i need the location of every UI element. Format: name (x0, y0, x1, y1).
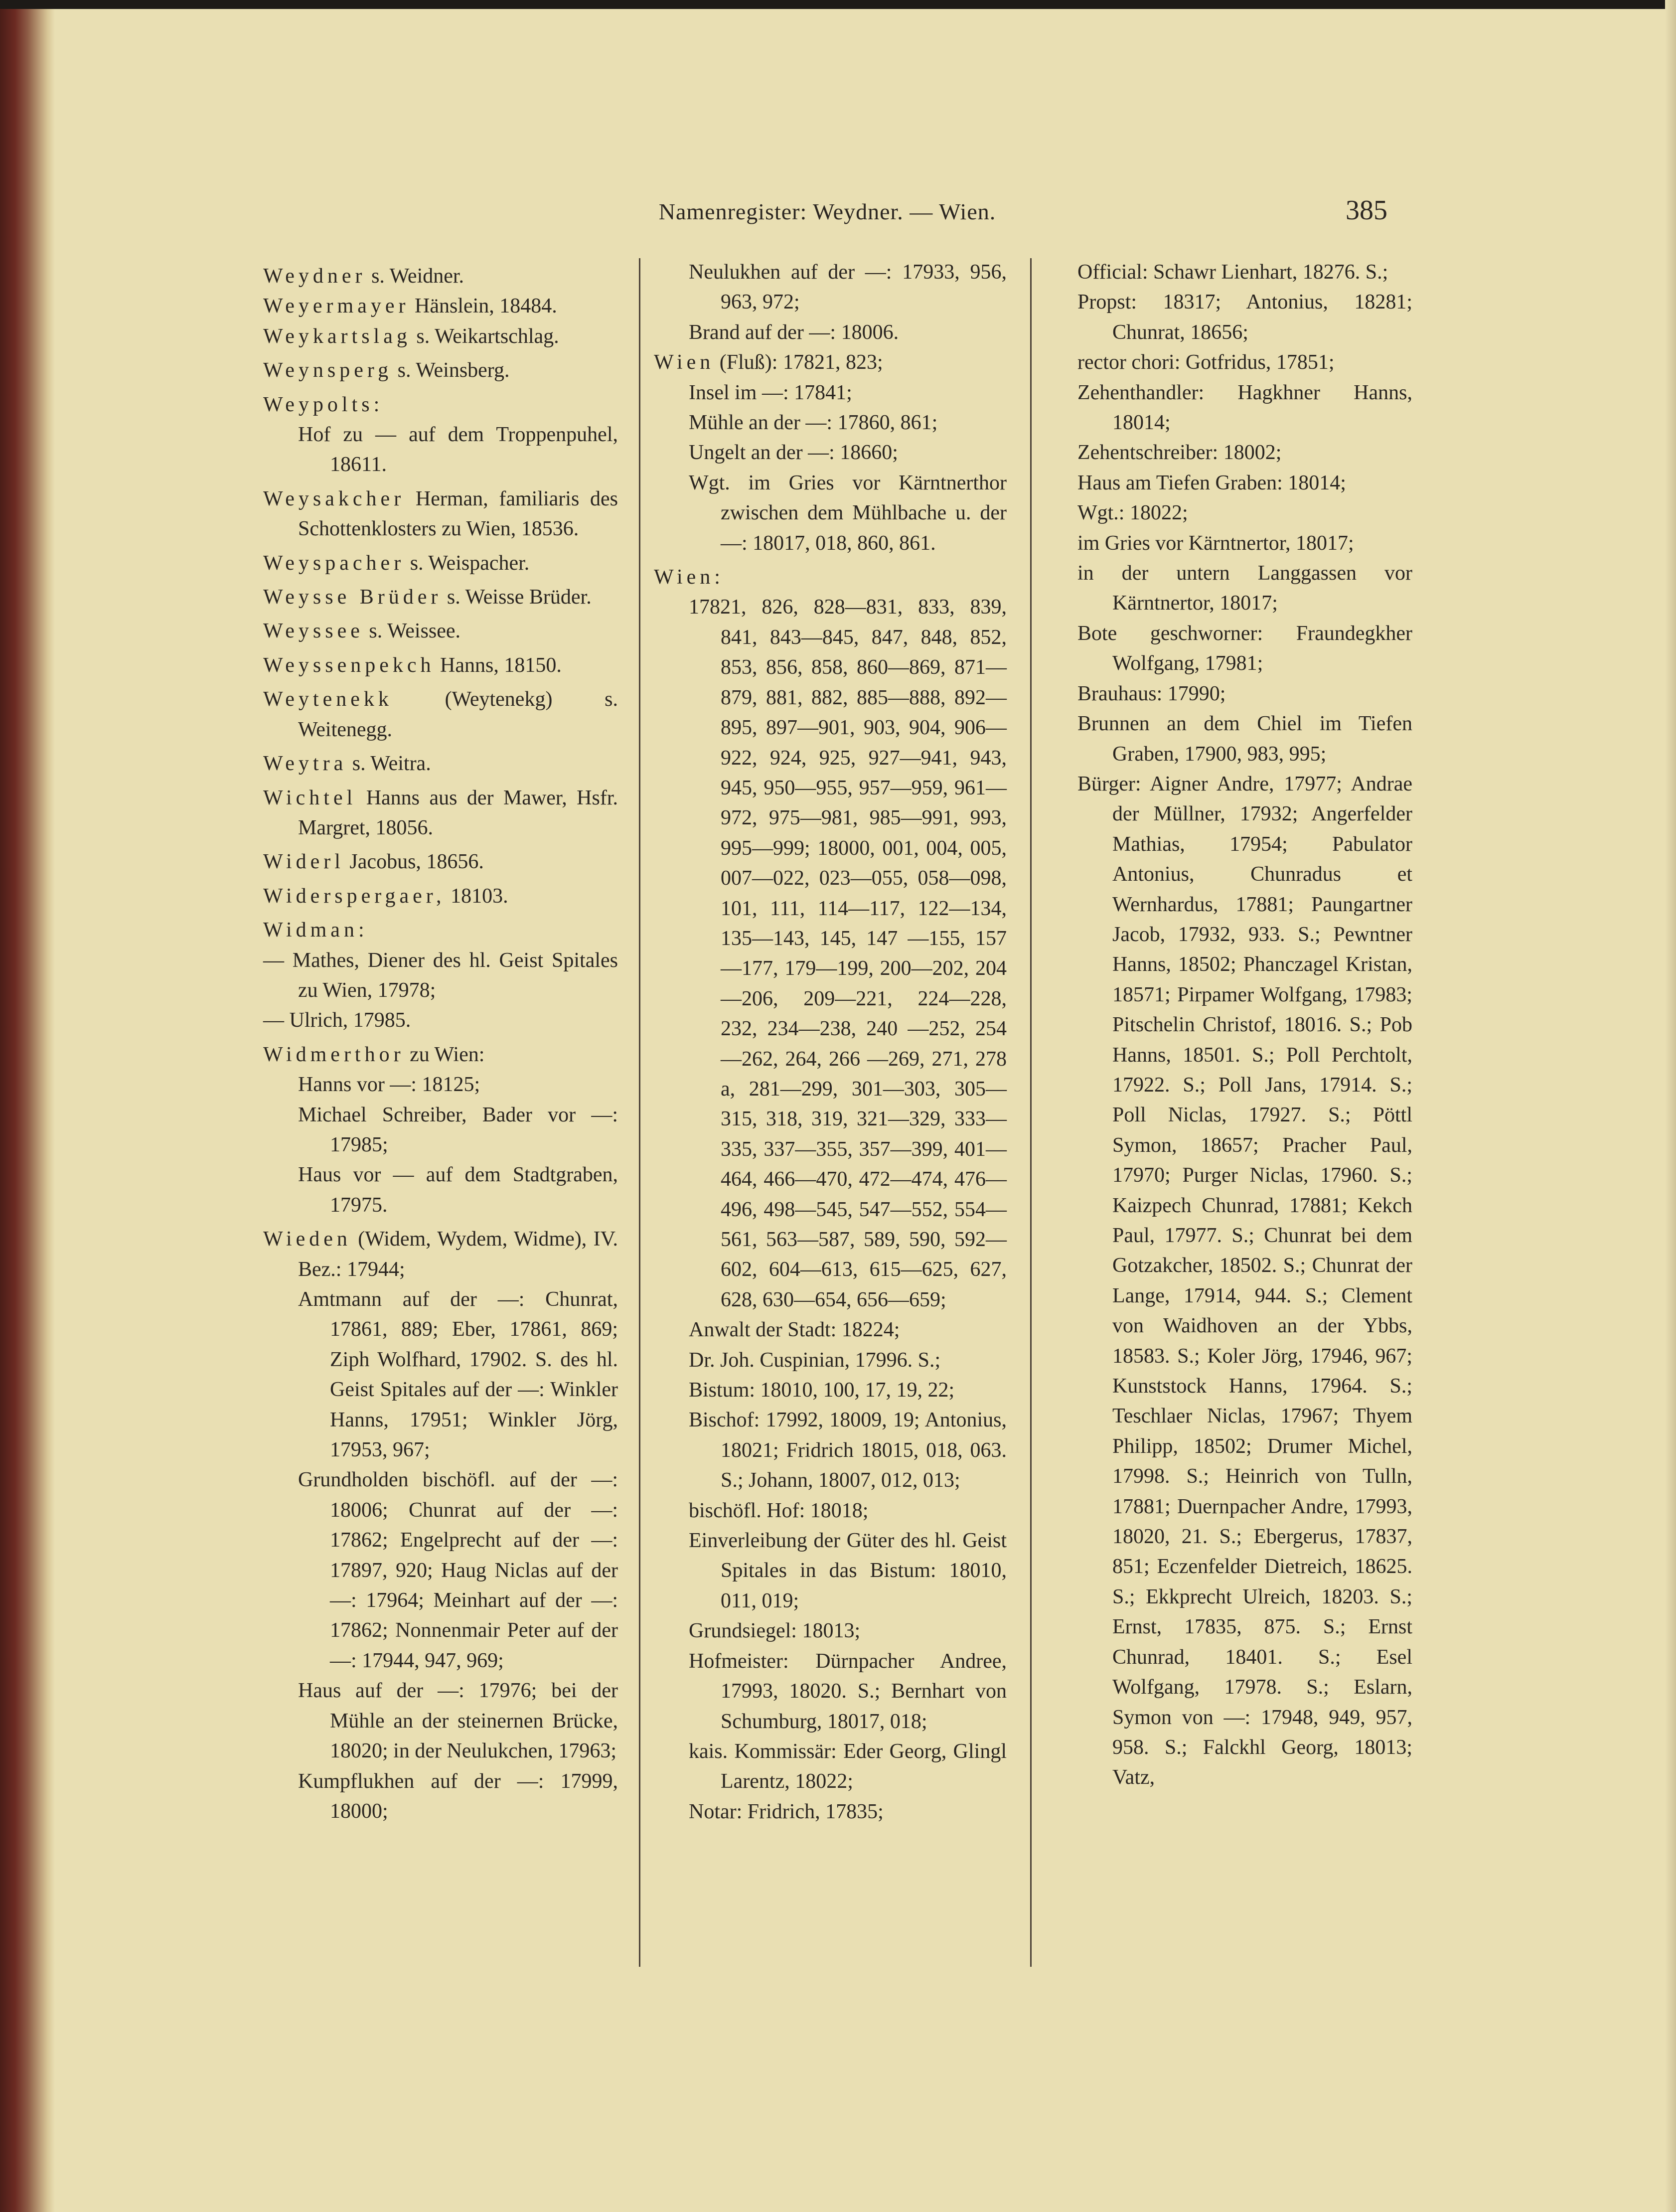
running-header: Namenregister: Weydner. — Wien. (658, 199, 996, 224)
index-entry: Weykartslag s. Weikartschlag. (263, 324, 559, 348)
index-subentry: Bischof: 17992, 18009, 19; Antonius, 18021; Fridrich 18015, 018, 063. S.; Johann, 18007, 012, 013; (689, 1409, 1007, 1492)
index-subentry: Bistum: 18010, 100, 17, 19, 22; (689, 1379, 955, 1402)
index-subentry: Notar: Fridrich, 17835; (689, 1800, 884, 1823)
index-subentry: Haus am Tiefen Graben: 18014; (1077, 471, 1346, 494)
index-column-1 (263, 257, 618, 1826)
index-subentry: Hofmeister: Dürnpacher Andree, 17993, 18020. S.; Bernhart von Schumburg, 18017, 018; (689, 1649, 1007, 1733)
index-subentry: Anwalt der Stadt: 18224; (689, 1318, 900, 1342)
page-right-edge (1665, 0, 1676, 2212)
index-entry: Weytra s. Weitra. (263, 752, 431, 776)
index-entry: Widman: (263, 919, 368, 942)
index-subentry: Brunnen an dem Chiel im Tiefen Graben, 17900, 983, 995; (1077, 712, 1412, 766)
index-subentry: bischöfl. Hof: 18018; (689, 1499, 869, 1522)
index-entry: Wichtel Hanns aus der Mawer, Hsfr. Margret, 18056. (263, 786, 618, 839)
index-subentry: Grundholden bischöfl. auf der —: 18006; Chunrat auf der —: 17862; Engelprecht auf der —: 17897, 920; Haug Niclas auf der —: 17964; Meinhart auf der —: 17862; Nonnenmair Peter auf der —: 17944, 947, 969; (298, 1468, 618, 1672)
index-subentry: Propst: 18317; Antonius, 18281; Chunrat, 18656; (1077, 291, 1412, 344)
index-entry: Weyssenpekch Hanns, 18150. (263, 653, 562, 677)
column-rule-right (1030, 258, 1032, 1967)
index-entry: Widmerthor zu Wien: (263, 1043, 485, 1066)
index-column-3 (1077, 257, 1412, 1793)
index-entry: Weysse Brüder s. Weisse Brüder. (263, 586, 592, 609)
index-column-2 (654, 257, 1007, 1827)
index-subentry: — Ulrich, 17985. (263, 1009, 411, 1032)
column-rule-left (639, 258, 640, 1967)
index-subentry: Bürger: Aigner Andre, 17977; Andrae der Müllner, 17932; Angerfelder Mathias, 17954; Pabulator Antonius, Chunradus et Wernhardus, 17881; Paungartner Jacob, 17932, 933. S.; Pewntner Hanns, 18502; Phanczagel Kristan, 18571; Pirpamer Wolfgang, 17983; Pitschelin Christof, 18016. S.; Pob Hanns, 18501. S.; Poll Perchtolt, 17922. S.; Poll Jans, 17914. S.; Poll Niclas, 17927. S.; Pöttl Symon, 18657; Pracher Paul, 17970; Purger Niclas, 17960. S.; Kaizpech Chunrad, 17881; Kekch Paul, 17977. S.; Chunrat bei dem Gotzakcher, 18502. S.; Chunrat der Lange, 17914, 944. S.; Clement von Waidhoven an der Ybbs, 18583. S.; Koler Jörg, 17946, 967; Kunststock Hanns, 17964. S.; Teschlaer Niclas, 17967; Thyem Philipp, 18502; Drumer Michel, 17998. S.; Heinrich von Tulln, 17881; Duernpacher Andre, 17993, 18020, 21. S.; Ebergerus, 17837, 851; Eczenfelder Dietreich, 18625. S.; Ekkprecht Ulreich, 18203. S.; Ernst, 17835, 875. S.; Ernst Chunrad, 18401. S.; Esel Wolfgang, 17978. S.; Eslarn, Symon von —: 17948, 949, 957, 958. S.; Falckhl Georg, 18013; Vatz, (1077, 772, 1412, 1789)
index-subentry: Brand auf der —: 18006. (689, 320, 899, 344)
index-entry: Wien: (654, 566, 724, 589)
index-subentry: — Mathes, Diener des hl. Geist Spitales zu Wien, 17978; (263, 948, 618, 1002)
index-entry: Weyermayer Hänslein, 18484. (263, 295, 557, 318)
index-subentry: Wgt. im Gries vor Kärntnerthor zwischen dem Mühlbache u. der —: 18017, 018, 860, 861. (689, 471, 1007, 555)
scan-top-edge (0, 0, 1676, 9)
index-entry: Wien (Fluß): 17821, 823; (654, 351, 883, 374)
index-subentry: Haus vor — auf dem Stadtgraben, 17975. (298, 1163, 618, 1217)
index-entry: Weynsperg s. Weinsberg. (263, 359, 510, 382)
index-entry: Weyspacher s. Weispacher. (263, 551, 530, 575)
index-entry: Wieden (Widem, Wydem, Widme), IV. Bez.: 17944; (263, 1228, 618, 1281)
index-subentry: Insel im —: 17841; (689, 381, 852, 404)
index-subentry: Hanns vor —: 18125; (298, 1073, 480, 1097)
index-subentry: Neulukhen auf der —: 17933, 956, 963, 972; (689, 261, 1007, 314)
index-subentry: Zehenthandler: Hagkhner Hanns, 18014; (1077, 381, 1412, 435)
index-subentry: 17821, 826, 828—831, 833, 839, 841, 843—845, 847, 848, 852, 853, 856, 858, 860—869, 871—879, 881, 882, 885—888, 892—895, 897—901, 903, 904, 906—922, 924, 925, 927—941, 943, 945, 950—955, 957—959, 961—972, 975—981, 985—991, 993, 995—999; 18000, 001, 004, 005, 007—022, 023—055, 058—098, 101, 111, 114—117, 122—134, 135—143, 145, 147 —155, 157—177, 179—199, 200—202, 204—206, 209—221, 224—228, 232, 234—238, 240 —252, 254—262, 264, 266 —269, 271, 278 a, 281—299, 301—303, 305—315, 318, 319, 321—329, 333—335, 337—355, 357—399, 401—464, 466—470, 472—474, 476—496, 498—545, 547—552, 554—561, 563—587, 589, 590, 592—602, 604—613, 615—625, 627, 628, 630—654, 656—659; (689, 596, 1007, 1311)
index-entry: Weytenekk (Weytenekg) s. Weitenegg. (263, 688, 618, 741)
index-entry: Weyssee s. Weissee. (263, 620, 461, 643)
index-subentry: Brauhaus: 17990; (1077, 682, 1226, 705)
index-subentry: Amtmann auf der —: Chunrat, 17861, 889; Eber, 17861, 869; Ziph Wolfhard, 17902. S. des hl. Geist Spitales auf der —: Winkler Hanns, 17951; Winkler Jörg, 17953, 967; (298, 1288, 618, 1462)
index-subentry: Hof zu — auf dem Troppenpuhel, 18611. (298, 423, 618, 476)
index-subentry: rector chori: Gotfridus, 17851; (1077, 351, 1335, 374)
index-subentry: Mühle an der —: 17860, 861; (689, 411, 938, 435)
index-subentry: Bote geschworner: Fraundegkher Wolfgang, 17981; (1077, 622, 1412, 675)
index-subentry: Einverleibung der Güter des hl. Geist Spitales in das Bistum: 18010, 011, 019; (689, 1529, 1007, 1612)
index-subentry: Grundsiegel: 18013; (689, 1619, 861, 1643)
page-number: 385 (1346, 195, 1387, 226)
index-entry: Weydner s. Weidner. (263, 265, 464, 288)
index-subentry: Wgt.: 18022; (1077, 501, 1188, 525)
index-subentry: Zehentschreiber: 18002; (1077, 441, 1282, 465)
index-subentry: Ungelt an der —: 18660; (689, 441, 898, 465)
index-subentry: Kumpflukhen auf der —: 17999, 18000; (298, 1769, 618, 1823)
index-entry: Weysakcher Herman, familiaris des Schottenklosters zu Wien, 18536. (263, 487, 618, 541)
index-subentry: Official: Schawr Lienhart, 18276. S.; (1077, 261, 1388, 284)
index-subentry: in der untern Langgassen vor Kärntnertor, 18017; (1077, 562, 1412, 615)
book-spine-edge (0, 9, 55, 2212)
index-subentry: kais. Kommissär: Eder Georg, Glingl Larentz, 18022; (689, 1739, 1007, 1793)
index-subentry: Haus auf der —: 17976; bei der Mühle an der steinernen Brücke, 18020; in der Neulukchen, 17963; (298, 1679, 618, 1763)
index-subentry: Michael Schreiber, Bader vor —: 17985; (298, 1103, 618, 1156)
index-subentry: Dr. Joh. Cuspinian, 17996. S.; (689, 1348, 941, 1372)
index-entry: Weypolts: (263, 393, 384, 416)
index-entry: Widerl Jacobus, 18656. (263, 850, 484, 874)
index-entry: Widerspergaer, 18103. (263, 884, 508, 908)
index-subentry: im Gries vor Kärntnertor, 18017; (1077, 531, 1354, 555)
